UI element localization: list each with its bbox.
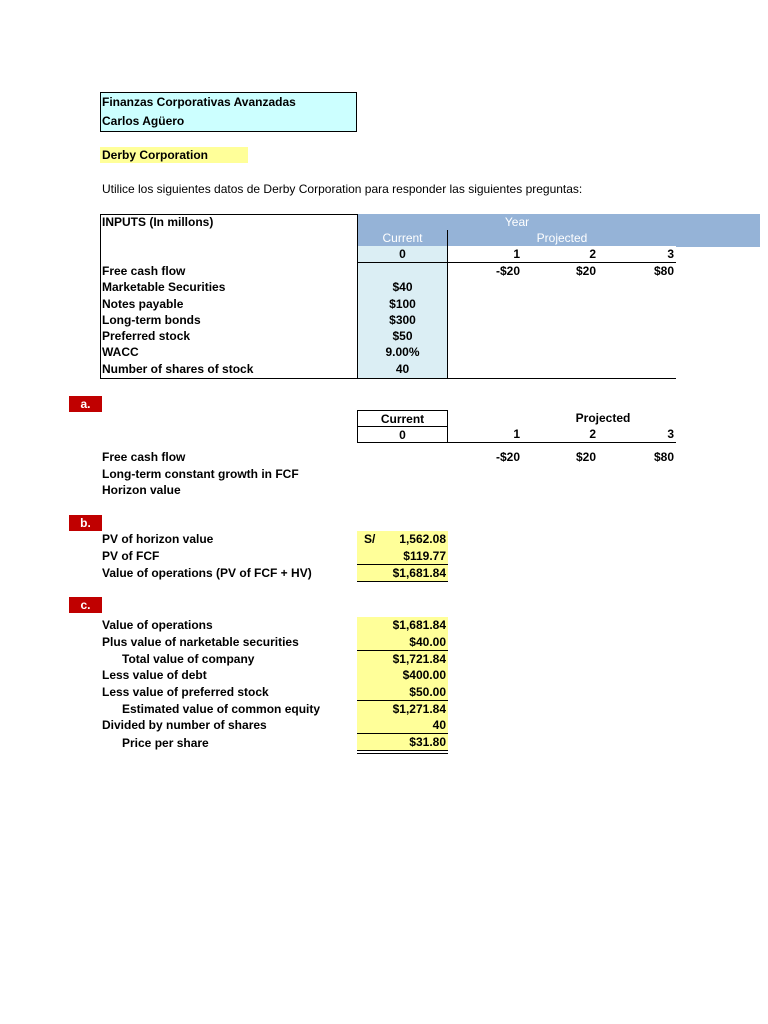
input-label-notes-payable: Notes payable [102, 297, 184, 311]
c-shares-label: Divided by number of shares [102, 718, 267, 732]
pv-horizon-label: PV of horizon value [102, 532, 214, 546]
section-a-period-0: 0 [357, 426, 448, 443]
input-value-long-term-bonds: $300 [389, 313, 416, 327]
current-header: Current [357, 230, 448, 246]
pv-fcf-label: PV of FCF [102, 549, 160, 563]
value-of-operations-label: Value of operations (PV of FCF + HV) [102, 566, 312, 580]
section-a-growth-label: Long-term constant growth in FCF [102, 467, 299, 481]
c-total-value-value: $1,721.84 [392, 652, 446, 666]
section-a-projected-header: Projected [575, 411, 631, 425]
pv-horizon-value: 1,562.08 [399, 532, 446, 546]
c-debt-label: Less value of debt [102, 668, 207, 682]
c-equity-value: $1,271.84 [392, 702, 446, 716]
pv-fcf-value: $119.77 [403, 549, 446, 563]
c-equity-label: Estimated value of common equity [122, 702, 321, 716]
course-title: Finanzas Corporativas Avanzadas [102, 95, 296, 109]
input-value-marketable-securities: $40 [392, 280, 413, 294]
fcf-3: $80 [653, 264, 674, 278]
period-2: 2 [589, 247, 596, 261]
c-value-of-operations-value: $1,681.84 [392, 618, 446, 632]
section-a-period-2: 2 [589, 427, 596, 441]
c-marketable-securities-label: Plus value of narketable securities [102, 635, 299, 649]
input-label-preferred-stock: Preferred stock [102, 329, 191, 343]
c-total-value-label: Total value of company [122, 652, 255, 666]
input-label-marketable-securities: Marketable Securities [102, 280, 226, 294]
c-marketable-securities-value: $40.00 [409, 635, 446, 649]
fcf-label: Free cash flow [102, 264, 186, 278]
c-value-of-operations-label: Value of operations [102, 618, 213, 632]
period-1: 1 [513, 247, 520, 261]
input-label-shares: Number of shares of stock [102, 362, 254, 376]
section-a-current-header: Current [357, 410, 448, 427]
input-label-long-term-bonds: Long-term bonds [102, 313, 201, 327]
c-shares-value: 40 [432, 718, 446, 732]
c-price-value: $31.80 [409, 735, 446, 749]
input-value-notes-payable: $100 [389, 297, 416, 311]
value-of-operations-value: $1,681.84 [392, 566, 446, 580]
fcf-1: -$20 [495, 264, 520, 278]
projected-header: Projected [448, 230, 676, 246]
section-a-period-3: 3 [667, 427, 674, 441]
section-b-tag: b. [69, 515, 102, 531]
section-a-horizon-label: Horizon value [102, 483, 181, 497]
fcf-2: $20 [575, 264, 596, 278]
section-a-fcf-label: Free cash flow [102, 450, 186, 464]
c-price-label: Price per share [122, 736, 209, 750]
c-preferred-label: Less value of preferred stock [102, 685, 269, 699]
section-a-period-1: 1 [513, 427, 520, 441]
input-value-preferred-stock: $50 [392, 329, 413, 343]
section-a-fcf-1: -$20 [495, 450, 520, 464]
input-value-wacc: 9.00% [385, 345, 420, 359]
input-label-wacc: WACC [102, 345, 139, 359]
inputs-title: INPUTS (In millons) [102, 215, 214, 229]
period-0: 0 [399, 247, 406, 261]
c-preferred-value: $50.00 [409, 685, 446, 699]
c-debt-value: $400.00 [402, 668, 446, 682]
section-a-fcf-3: $80 [653, 450, 674, 464]
period-3: 3 [667, 247, 674, 261]
section-a-fcf-2: $20 [575, 450, 596, 464]
author-name: Carlos Agüero [102, 114, 185, 128]
input-value-shares: 40 [395, 362, 410, 376]
right-edge-blue [676, 214, 760, 247]
section-a-tag: a. [69, 396, 102, 412]
company-name: Derby Corporation [100, 147, 248, 163]
instruction-text: Utilice los siguientes datos de Derby Corporation para responder las siguientes preguntas: [102, 182, 583, 196]
section-c-tag: c. [69, 597, 102, 613]
year-header: Year [357, 214, 676, 230]
pv-horizon-prefix: S/ [364, 532, 376, 546]
